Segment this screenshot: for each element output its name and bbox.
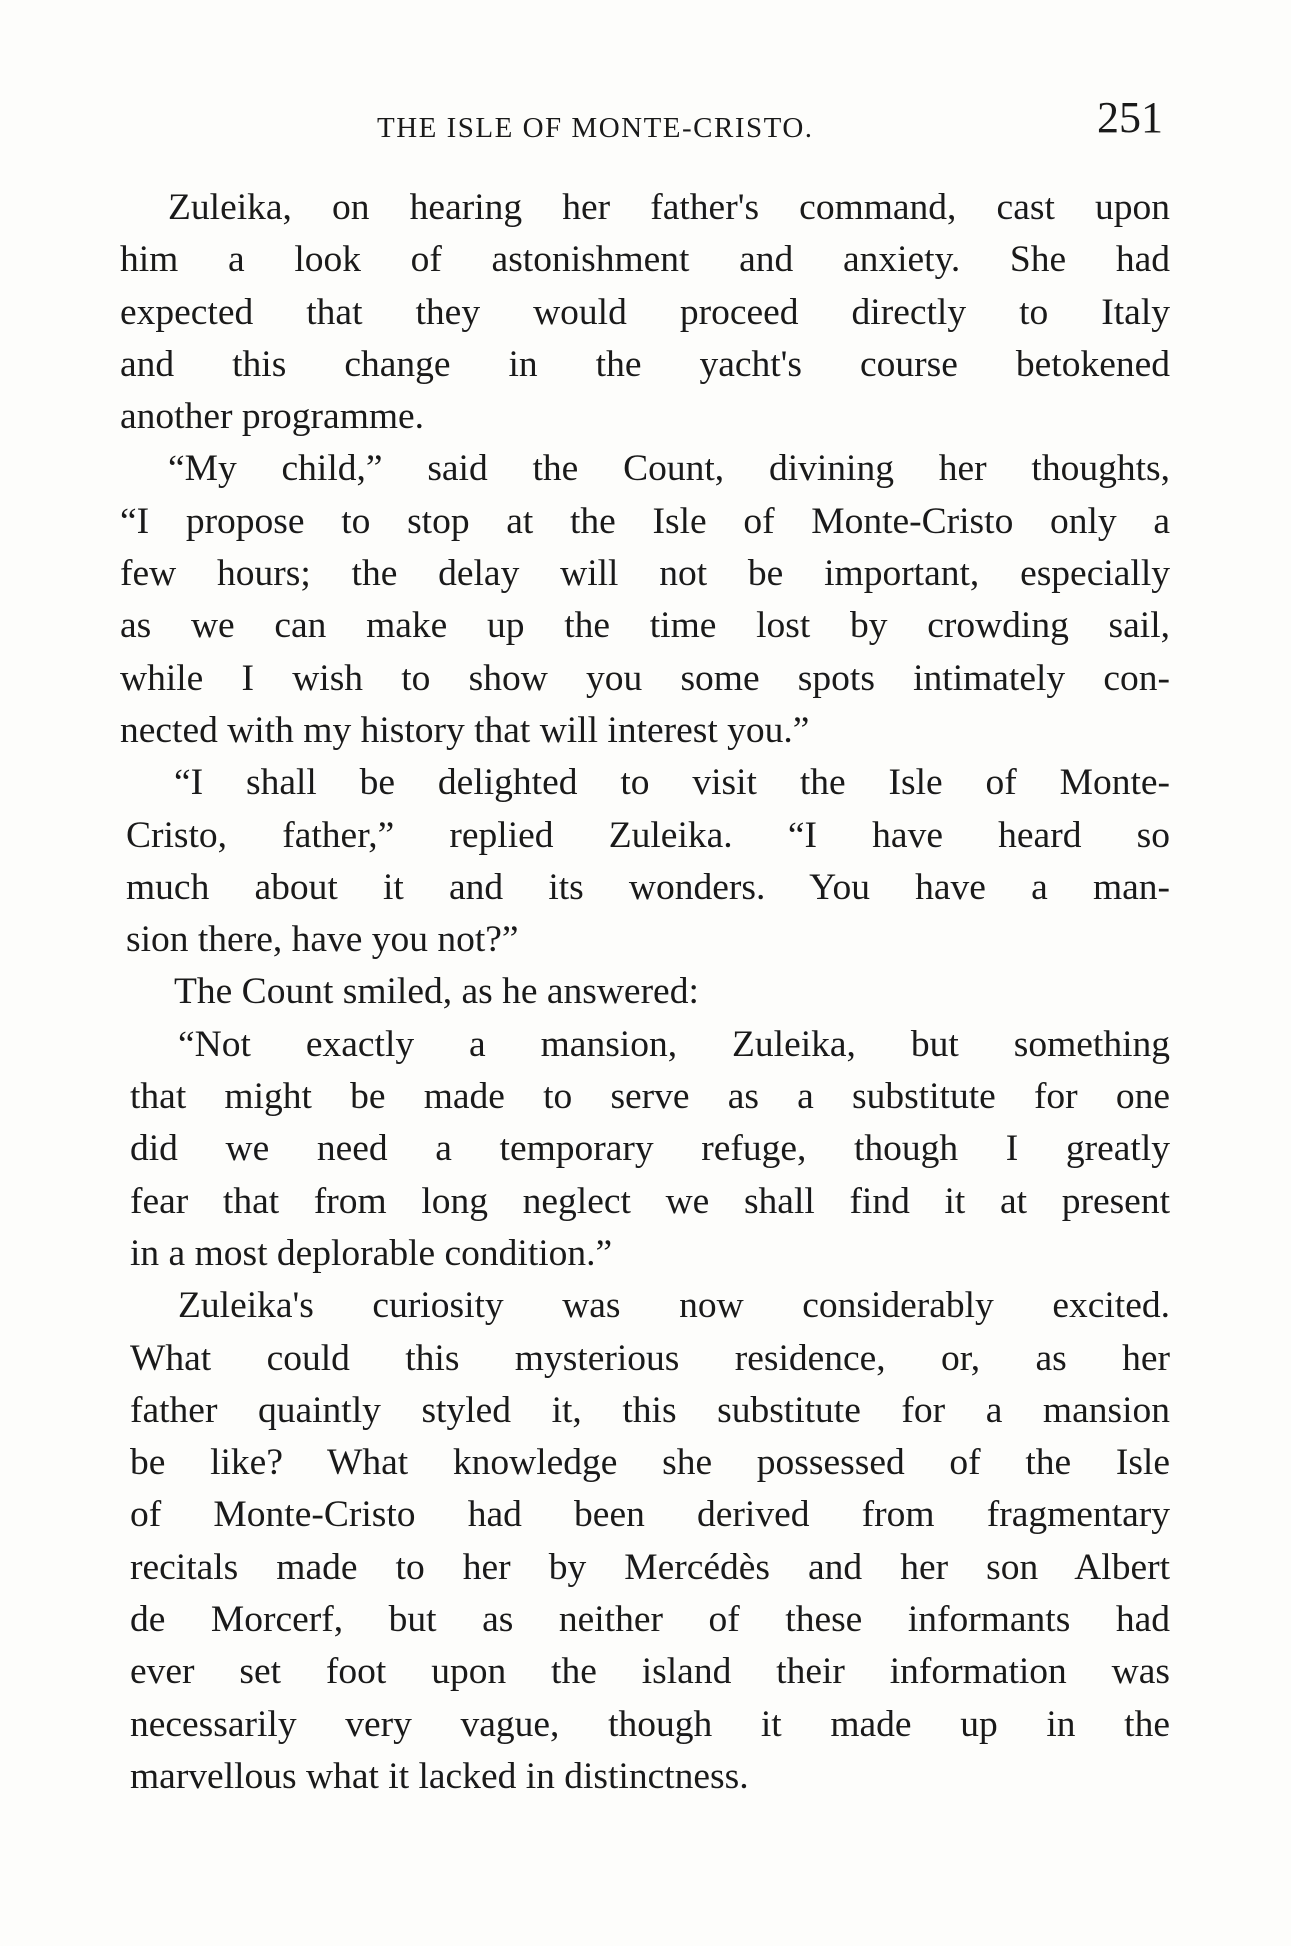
text-line: did we need a temporary refuge, though I greatly <box>130 1128 1170 1170</box>
text-line: that might be made to serve as a substitute for one <box>130 1076 1170 1118</box>
text-line: What could this mysterious residence, or, as her <box>130 1337 1170 1379</box>
text-line: expected that they would proceed directly to Italy <box>120 291 1170 333</box>
page-number: 251 <box>1097 93 1163 142</box>
text-line: “I propose to stop at the Isle of Monte-Cristo only a <box>120 500 1170 542</box>
text-line: de Morcerf, but as neither of these informants had <box>130 1599 1170 1641</box>
text-line: recitals made to her by Mercédès and her son Albert <box>130 1546 1170 1588</box>
text-line: fear that from long neglect we shall find it at present <box>130 1180 1170 1222</box>
text-line: few hours; the delay will not be important, especially <box>120 553 1170 595</box>
text-line: much about it and its wonders. You have a man- <box>126 866 1170 908</box>
text-line: while I wish to show you some spots intimately con- <box>120 657 1170 699</box>
text-line: “I shall be delighted to visit the Isle of Monte- <box>174 762 1170 804</box>
text-line: of Monte-Cristo had been derived from fragmentary <box>130 1494 1170 1536</box>
text-line: him a look of astonishment and anxiety. She had <box>120 239 1170 281</box>
text-line: in a most deplorable condition.” <box>130 1232 613 1274</box>
text-line: sion there, have you not?” <box>126 919 519 961</box>
text-line: “My child,” said the Count, divining her thoughts, <box>168 448 1170 490</box>
text-line: and this change in the yacht's course betokened <box>120 343 1170 385</box>
text-line: father quaintly styled it, this substitute for a mansion <box>130 1389 1170 1431</box>
text-line: nected with my history that will interest you.” <box>120 709 810 751</box>
body-text <box>120 182 1170 1803</box>
text-line: be like? What knowledge she possessed of the Isle <box>130 1442 1170 1484</box>
text-line: as we can make up the time lost by crowding sail, <box>120 605 1170 647</box>
text-line: ever set foot upon the island their information was <box>130 1651 1170 1693</box>
text-line: another programme. <box>120 396 425 438</box>
text-line: Zuleika, on hearing her father's command, cast upon <box>168 187 1170 228</box>
text-line: The Count smiled, as he answered: <box>174 971 699 1013</box>
text-line: “Not exactly a mansion, Zuleika, but something <box>178 1023 1170 1065</box>
running-header: THE ISLE OF MONTE-CRISTO. <box>377 112 814 144</box>
text-line: necessarily very vague, though it made up in the <box>130 1703 1170 1745</box>
text-line: marvellous what it lacked in distinctness. <box>130 1755 749 1797</box>
text-line: Zuleika's curiosity was now considerably excited. <box>178 1285 1170 1327</box>
text-line: Cristo, father,” replied Zuleika. “I have heard so <box>126 814 1170 856</box>
